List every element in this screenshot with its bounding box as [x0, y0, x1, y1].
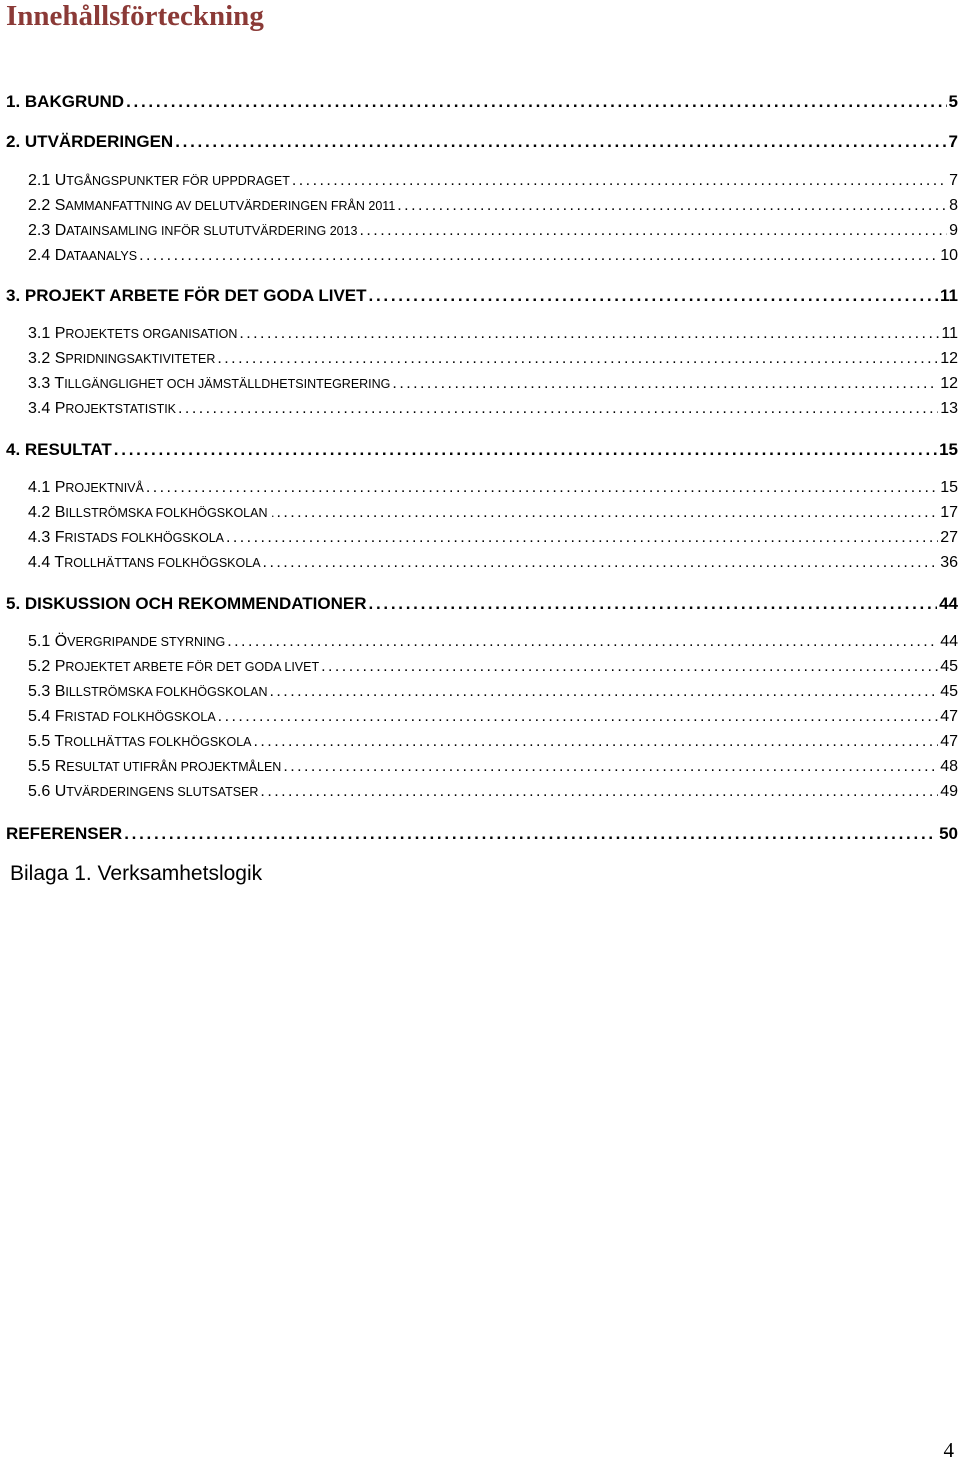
- toc-leader-dots: [321, 658, 938, 676]
- toc-entry-title: P: [54, 658, 66, 675]
- toc-entry-number: 5.1: [28, 633, 55, 650]
- toc-entry-title: D: [54, 222, 67, 239]
- toc-entry-title-rest: ILLSTRÖMSKA FOLKHÖGSKOLAN: [65, 685, 268, 699]
- toc-entry-number: 2.4: [28, 247, 55, 264]
- toc-page-number: 11: [940, 286, 958, 305]
- toc-entry-label: [28, 375, 390, 393]
- toc-entry[interactable]: [28, 683, 958, 701]
- toc-entry-title: REFERENSER: [6, 824, 123, 843]
- toc-entry-title-rest: RISTAD FOLKHÖGSKOLA: [64, 710, 216, 724]
- toc-entry-title-rest: ESULTAT UTIFRÅN PROJEKTMÅLEN: [66, 760, 282, 774]
- toc-entry-title: S: [54, 350, 66, 367]
- toc-entry-number: 2.1: [28, 172, 55, 189]
- toc-page-number: 13: [940, 400, 958, 417]
- toc-entry[interactable]: [28, 783, 958, 801]
- toc-entry-number: 4.3: [28, 529, 55, 546]
- toc-entry-title: PROJEKT ARBETE FÖR DET GODA LIVET: [24, 286, 367, 305]
- toc-page-number: 17: [940, 504, 958, 521]
- toc-entry-label: [28, 222, 358, 240]
- toc-entry[interactable]: [28, 247, 958, 265]
- toc-page-number: 47: [940, 708, 958, 725]
- toc-leader-dots: [217, 350, 938, 368]
- toc-leader-dots: [239, 325, 939, 343]
- toc-entry[interactable]: [28, 504, 958, 522]
- toc-entry-number: 4.4: [28, 554, 55, 571]
- toc-entry-title: UTVÄRDERINGEN: [24, 132, 174, 151]
- toc-leader-dots: [114, 440, 937, 460]
- toc-entry-label: [28, 758, 281, 776]
- toc-leader-dots: [397, 197, 947, 215]
- toc-entry-title: R: [54, 758, 67, 775]
- toc-entry-number: 2.: [6, 132, 25, 151]
- toc-entry-label: [28, 325, 237, 343]
- toc-entry-title: F: [54, 708, 65, 725]
- toc-page-number: 45: [940, 658, 958, 675]
- toc-entry-title-rest: ROJEKTET ARBETE FÖR DET GODA LIVET: [65, 660, 320, 674]
- toc-entry-number: 2.3: [28, 222, 55, 239]
- page-number: 4: [943, 1438, 954, 1462]
- toc-entry-label: [28, 197, 395, 215]
- toc-page-number: 8: [949, 197, 958, 214]
- toc-page-number: 11: [941, 325, 958, 342]
- toc-entry-title: S: [54, 197, 66, 214]
- toc-leader-dots: [270, 683, 939, 701]
- toc-entry-title: T: [54, 554, 65, 571]
- toc-entry-label: [28, 683, 268, 701]
- toc-entry-title-rest: ATAANALYS: [66, 249, 138, 263]
- toc-entry-title-rest: PRIDNINGSAKTIVITETER: [65, 352, 216, 366]
- toc-leader-dots: [392, 375, 938, 393]
- toc-entry-number: 5.5: [28, 758, 55, 775]
- toc-entry[interactable]: [28, 554, 958, 572]
- toc-entry-title: U: [54, 172, 67, 189]
- toc-entry-label: [28, 783, 258, 801]
- toc-entry[interactable]: [28, 658, 958, 676]
- toc-leader-dots: [369, 286, 939, 306]
- toc-entry[interactable]: [6, 594, 958, 614]
- toc-entry-label: [28, 172, 290, 190]
- toc-entry[interactable]: [6, 92, 958, 112]
- toc-entry-number: 2.2: [28, 197, 55, 214]
- toc-entry[interactable]: [28, 633, 958, 651]
- toc-leader-dots: [146, 479, 938, 497]
- toc-entry[interactable]: [6, 440, 958, 460]
- toc-entry-number: 3.: [6, 286, 25, 305]
- toc-entry-number: 4.2: [28, 504, 55, 521]
- toc-entry-number: 5.5: [28, 733, 55, 750]
- toc-entry[interactable]: [6, 286, 958, 306]
- toc-page-number: 15: [939, 440, 958, 459]
- toc-page-number: 27: [940, 529, 958, 546]
- toc-entry-title-rest: ROJEKTSTATISTIK: [65, 402, 177, 416]
- toc-page-number: 47: [940, 733, 958, 750]
- toc-entry[interactable]: [28, 197, 958, 215]
- toc-entry-label: [6, 92, 124, 112]
- toc-page-number: 5: [948, 92, 958, 111]
- toc-entry-title: RESULTAT: [24, 440, 112, 459]
- toc-page-number: 12: [940, 375, 958, 392]
- toc-leader-dots: [360, 222, 948, 240]
- toc-page-number: 7: [948, 132, 958, 151]
- toc-entry-label: [28, 708, 216, 726]
- toc-entry[interactable]: [28, 708, 958, 726]
- toc-entry-number: 1.: [6, 92, 25, 111]
- toc-leader-dots: [227, 633, 938, 651]
- toc-entry-label: [28, 247, 137, 265]
- toc-leader-dots: [139, 247, 938, 265]
- toc-entry-number: 5.2: [28, 658, 55, 675]
- toc-entry-label: [28, 479, 144, 497]
- toc-entry-title-rest: ROJEKTETS ORGANISATION: [65, 327, 238, 341]
- toc-entry-title-rest: ROLLHÄTTAS FOLKHÖGSKOLA: [64, 735, 252, 749]
- appendix-label: Bilaga 1. Verksamhetslogik: [10, 862, 263, 885]
- toc-page-number: 49: [940, 783, 958, 800]
- toc-entry[interactable]: [6, 824, 958, 844]
- toc-entry-title-rest: ROLLHÄTTANS FOLKHÖGSKOLA: [64, 556, 261, 570]
- toc-entry[interactable]: [28, 222, 958, 240]
- toc-leader-dots: [126, 92, 946, 112]
- toc-entry-label: [28, 504, 274, 522]
- toc-leader-dots: [175, 132, 946, 152]
- page-title: Innehållsförteckning: [6, 0, 264, 32]
- toc-entry-title: B: [54, 683, 66, 700]
- toc-leader-dots: [254, 733, 939, 751]
- toc-entry-label: [6, 440, 112, 460]
- toc-entry-number: 5.4: [28, 708, 55, 725]
- toc-leader-dots: [292, 172, 947, 190]
- toc-entry[interactable]: [28, 400, 958, 418]
- toc-entry[interactable]: [28, 172, 958, 190]
- toc-entry-number: 5.6: [28, 783, 55, 800]
- toc-entry-label: [6, 132, 173, 152]
- toc-entry[interactable]: [6, 132, 958, 152]
- toc-entry-title-rest: AMMANFATTNING AV DELUTVÄRDERINGEN FRÅN 2011: [65, 199, 396, 213]
- toc-entry-title: U: [54, 783, 67, 800]
- toc-entry-label: [28, 350, 215, 368]
- toc-entry-label: [28, 554, 261, 572]
- toc-entry-title-rest: TVÄRDERINGENS SLUTSATSER: [66, 785, 259, 799]
- toc-entry-title: T: [54, 733, 65, 750]
- toc-entry-label: [28, 529, 224, 547]
- toc-entry[interactable]: [28, 758, 958, 776]
- toc-entry-title: P: [54, 325, 66, 342]
- toc-entry-title: T: [54, 375, 65, 392]
- toc-entry-label: [28, 633, 225, 651]
- toc-leader-dots: [226, 529, 938, 547]
- toc-entry-number: 3.1: [28, 325, 55, 342]
- toc-leader-dots: [260, 783, 938, 801]
- toc-entry-number: 3.3: [28, 375, 55, 392]
- toc-leader-dots: [283, 758, 938, 776]
- toc-entry[interactable]: [28, 325, 958, 343]
- toc-entry-title-rest: ILLSTRÖMSKA FOLKHÖGSKOLAN .: [65, 506, 275, 520]
- toc-entry[interactable]: [28, 350, 958, 368]
- toc-entry-number: 3.2: [28, 350, 55, 367]
- toc-page-number: 7: [949, 172, 958, 189]
- toc-entry-title: D: [54, 247, 67, 264]
- toc-entry-number: 4.1: [28, 479, 55, 496]
- toc-entry-label: [6, 286, 367, 306]
- toc-page-number: 15: [940, 479, 958, 496]
- toc-page-number: 48: [940, 758, 958, 775]
- toc-entry-label: [28, 658, 319, 676]
- toc-entry-title: BAKGRUND: [24, 92, 125, 111]
- toc-entry-title: DISKUSSION OCH REKOMMENDATIONER: [24, 594, 367, 613]
- toc-entry-number: 3.4: [28, 400, 55, 417]
- toc-leader-dots: [263, 554, 939, 572]
- toc-leader-dots: [369, 594, 938, 614]
- toc-entry-title-rest: TGÅNGSPUNKTER FÖR UPPDRAGET: [66, 174, 290, 188]
- toc-page-number: 44: [940, 633, 958, 650]
- toc-entry-title-rest: ROJEKTNIVÅ: [65, 481, 144, 495]
- toc-entry-number: 5.3: [28, 683, 55, 700]
- toc-entry-title: P: [54, 479, 66, 496]
- toc-entry-title-rest: ATAINSAMLING INFÖR SLUTUTVÄRDERING 2013: [66, 224, 358, 238]
- toc-page-number: 10: [940, 247, 958, 264]
- toc-leader-dots: [276, 504, 938, 522]
- toc-entry-number: 4.: [6, 440, 25, 459]
- toc-page-number: 12: [940, 350, 958, 367]
- toc-page-number: 44: [939, 594, 958, 613]
- toc-entry-label: [6, 824, 122, 844]
- toc-leader-dots: [218, 708, 939, 726]
- toc-entry[interactable]: [28, 529, 958, 547]
- toc-leader-dots: [178, 400, 938, 418]
- toc-entry-label: [28, 400, 176, 418]
- toc-entry-title: F: [54, 529, 65, 546]
- toc-entry[interactable]: [28, 375, 958, 393]
- toc-entry-label: [28, 733, 252, 751]
- toc-entry-title-rest: ILLGÄNGLIGHET OCH JÄMSTÄLLDHETSINTEGRERING: [64, 377, 391, 391]
- toc-page-number: 45: [940, 683, 958, 700]
- toc-entry-title: B: [54, 504, 66, 521]
- toc-entry[interactable]: [28, 733, 958, 751]
- toc-entry-title-rest: RISTADS FOLKHÖGSKOLA: [64, 531, 224, 545]
- toc-entry-number: 5.: [6, 594, 25, 613]
- toc-entry[interactable]: [28, 479, 958, 497]
- toc-page-number: 36: [940, 554, 958, 571]
- toc-entry-title-rest: VERGRIPANDE STYRNING: [67, 635, 226, 649]
- toc-page-number: 50: [939, 824, 958, 843]
- toc-leader-dots: [124, 824, 937, 844]
- toc-entry-label: [6, 594, 367, 614]
- toc-entry-title: Ö: [54, 633, 68, 650]
- toc-entry-title: P: [54, 400, 66, 417]
- toc-page-number: 9: [949, 222, 958, 239]
